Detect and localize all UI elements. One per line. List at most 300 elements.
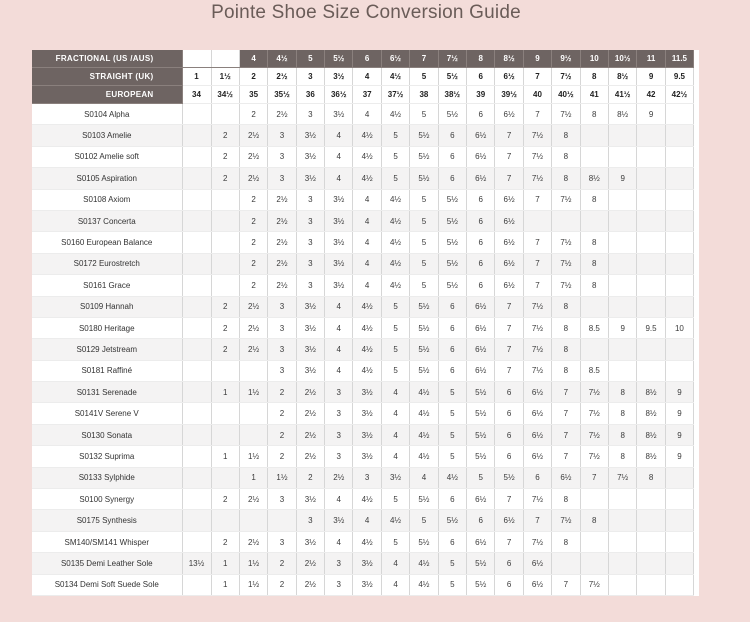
size-cell (637, 232, 665, 253)
size-cell (665, 232, 693, 253)
model-name: S0108 Axiom (32, 189, 182, 210)
size-cell: 6 (467, 253, 495, 274)
size-cell: 3 (296, 510, 324, 531)
size-cell: 8 (552, 146, 580, 167)
table-row (32, 489, 722, 510)
size-cell (637, 553, 665, 574)
header-size-cell: 36 (296, 86, 324, 104)
header-size-cell: 4 (353, 68, 381, 86)
size-cell: 4½ (353, 125, 381, 146)
size-cell: 8½ (637, 424, 665, 445)
size-cell: 7½ (580, 382, 608, 403)
size-cell: 8 (580, 232, 608, 253)
size-cell: 8 (552, 489, 580, 510)
size-cell: 4½ (381, 189, 409, 210)
size-cell (665, 531, 693, 552)
header-size-cell: 2 (239, 68, 267, 86)
size-cell: 6½ (467, 360, 495, 381)
header-size-cell: 37 (353, 86, 381, 104)
size-cell: 2½ (239, 146, 267, 167)
size-cell: 6 (438, 489, 466, 510)
size-cell: 9 (608, 168, 636, 189)
size-cell: 5 (381, 296, 409, 317)
size-cell: 7 (495, 339, 523, 360)
size-cell (637, 296, 665, 317)
size-cell: 6½ (523, 403, 551, 424)
size-cell (211, 360, 239, 381)
size-cell: 1½ (268, 467, 296, 488)
size-cell: 4 (353, 104, 381, 125)
size-cell (637, 510, 665, 531)
size-cell: 3½ (296, 296, 324, 317)
size-cell: 7 (495, 489, 523, 510)
size-cell: 2 (296, 467, 324, 488)
size-cell: 4 (381, 382, 409, 403)
size-cell: 5 (410, 232, 438, 253)
size-cell: 7½ (608, 467, 636, 488)
size-cell: 1 (211, 553, 239, 574)
size-cell: 4½ (353, 339, 381, 360)
size-cell: 9.5 (637, 317, 665, 338)
size-cell: 1 (211, 382, 239, 403)
header-size-cell: 8 (467, 50, 495, 68)
size-cell (239, 510, 267, 531)
size-cell (211, 403, 239, 424)
table-body (32, 50, 722, 595)
size-cell: 13½ (182, 553, 211, 574)
size-cell: 2½ (296, 403, 324, 424)
size-cell: 1 (211, 446, 239, 467)
header-size-cell: 8 (580, 68, 608, 86)
size-cell: 7½ (523, 317, 551, 338)
size-cell (665, 210, 693, 231)
size-cell: 5½ (438, 232, 466, 253)
header-size-cell: 5½ (438, 68, 466, 86)
model-name: S0100 Synergy (32, 489, 182, 510)
size-cell: 5 (410, 104, 438, 125)
size-cell: 2½ (296, 574, 324, 595)
size-cell: 7 (495, 125, 523, 146)
size-cell: 6½ (467, 317, 495, 338)
size-cell: 5 (438, 403, 466, 424)
size-cell: 4 (325, 296, 353, 317)
header-size-cell: 35½ (268, 86, 296, 104)
size-cell (665, 296, 693, 317)
model-name: S0172 Eurostretch (32, 253, 182, 274)
size-cell (608, 210, 636, 231)
size-cell: 5½ (410, 531, 438, 552)
size-cell: 6½ (523, 553, 551, 574)
size-cell: 5½ (495, 467, 523, 488)
size-cell: 5 (381, 317, 409, 338)
size-cell: 7½ (552, 232, 580, 253)
size-cell: 2 (211, 125, 239, 146)
table-row (32, 339, 722, 360)
size-cell: 2½ (239, 489, 267, 510)
size-cell (211, 275, 239, 296)
header-size-cell: 9½ (552, 50, 580, 68)
size-cell: 3 (325, 382, 353, 403)
size-cell: 3½ (296, 339, 324, 360)
size-cell: 7½ (552, 275, 580, 296)
model-name: S0180 Heritage (32, 317, 182, 338)
size-cell (608, 574, 636, 595)
size-cell: 5½ (410, 168, 438, 189)
size-cell: 8 (580, 253, 608, 274)
header-size-cell: 7½ (552, 68, 580, 86)
size-cell: 3 (325, 403, 353, 424)
size-cell: 2½ (268, 210, 296, 231)
header-size-cell: 2½ (268, 68, 296, 86)
size-cell (182, 403, 211, 424)
size-cell (182, 446, 211, 467)
size-cell: 3½ (296, 168, 324, 189)
size-cell: 3½ (325, 104, 353, 125)
size-cell: 8½ (637, 446, 665, 467)
header-row-label: EUROPEAN (32, 86, 182, 104)
header-size-cell: 4½ (268, 50, 296, 68)
model-name: S0160 European Balance (32, 232, 182, 253)
size-cell: 7 (495, 296, 523, 317)
size-cell: 2½ (296, 446, 324, 467)
size-cell: 6 (467, 104, 495, 125)
size-cell: 8 (608, 382, 636, 403)
size-cell: 6½ (495, 275, 523, 296)
size-cell (182, 531, 211, 552)
size-cell: 7½ (580, 424, 608, 445)
size-cell (182, 317, 211, 338)
size-cell: 4½ (353, 531, 381, 552)
size-cell: 4 (325, 146, 353, 167)
size-cell: 3½ (325, 210, 353, 231)
size-cell: 3 (296, 253, 324, 274)
model-name: S0181 Raffiné (32, 360, 182, 381)
table-row (32, 403, 722, 424)
size-cell: 6 (467, 210, 495, 231)
size-cell: 4½ (353, 296, 381, 317)
size-cell (211, 424, 239, 445)
size-cell: 5½ (467, 574, 495, 595)
size-cell: 1½ (239, 446, 267, 467)
size-cell: 3 (325, 553, 353, 574)
size-cell: 6 (495, 553, 523, 574)
model-name: S0137 Concerta (32, 210, 182, 231)
header-size-cell: 9 (523, 50, 551, 68)
size-cell: 4½ (381, 104, 409, 125)
size-cell: 2½ (296, 424, 324, 445)
size-cell: 3 (268, 146, 296, 167)
size-cell: 4½ (381, 253, 409, 274)
size-cell: 8½ (580, 168, 608, 189)
size-cell: 6 (495, 403, 523, 424)
size-cell: 10 (665, 317, 693, 338)
size-cell: 4½ (438, 467, 466, 488)
size-cell: 4 (410, 467, 438, 488)
size-cell: 5 (381, 125, 409, 146)
header-size-cell: 42½ (665, 86, 693, 104)
size-cell: 3½ (325, 189, 353, 210)
size-cell (211, 210, 239, 231)
size-cell (580, 146, 608, 167)
size-cell: 4 (353, 232, 381, 253)
size-cell: 3 (268, 360, 296, 381)
size-cell: 1 (239, 467, 267, 488)
size-cell: 2 (239, 189, 267, 210)
size-cell (637, 275, 665, 296)
size-cell: 6½ (467, 296, 495, 317)
size-cell: 6 (495, 574, 523, 595)
size-cell: 2½ (239, 531, 267, 552)
size-cell (182, 339, 211, 360)
header-size-cell: 10 (580, 50, 608, 68)
size-cell (608, 553, 636, 574)
size-cell: 2½ (296, 382, 324, 403)
size-cell: 2 (268, 424, 296, 445)
size-cell (665, 339, 693, 360)
size-cell: 3½ (296, 531, 324, 552)
model-name: SM140/SM141 Whisper (32, 531, 182, 552)
size-cell: 7 (495, 531, 523, 552)
size-cell: 6 (467, 189, 495, 210)
size-cell: 7½ (552, 510, 580, 531)
size-cell: 2½ (239, 317, 267, 338)
header-size-cell: 41½ (608, 86, 636, 104)
model-name: S0161 Grace (32, 275, 182, 296)
size-cell: 3½ (296, 489, 324, 510)
size-cell: 5 (438, 424, 466, 445)
model-name: S0141V Serene V (32, 403, 182, 424)
size-cell (637, 531, 665, 552)
size-cell: 5½ (438, 104, 466, 125)
table-row (32, 317, 722, 338)
size-cell: 7 (552, 574, 580, 595)
header-size-cell: 11.5 (665, 50, 693, 68)
size-cell (580, 339, 608, 360)
size-cell: 8 (580, 189, 608, 210)
size-cell: 7 (523, 189, 551, 210)
size-cell: 9 (665, 446, 693, 467)
size-cell: 4½ (410, 553, 438, 574)
size-cell: 7½ (523, 146, 551, 167)
size-cell: 5 (410, 210, 438, 231)
size-cell (637, 189, 665, 210)
size-cell (608, 531, 636, 552)
table-row (32, 210, 722, 231)
table-row (32, 275, 722, 296)
size-cell (182, 275, 211, 296)
size-cell (580, 489, 608, 510)
size-cell: 8½ (637, 403, 665, 424)
size-cell: 5 (381, 531, 409, 552)
size-cell (239, 424, 267, 445)
size-cell: 6½ (552, 467, 580, 488)
size-cell: 7½ (552, 189, 580, 210)
size-cell: 8 (552, 339, 580, 360)
header-size-cell: 7 (523, 68, 551, 86)
size-cell: 8 (637, 467, 665, 488)
size-cell: 4½ (381, 510, 409, 531)
size-cell: 7½ (523, 125, 551, 146)
size-cell (239, 403, 267, 424)
size-cell: 6½ (467, 531, 495, 552)
size-cell: 2 (211, 339, 239, 360)
size-cell: 6½ (495, 189, 523, 210)
size-cell: 6 (438, 360, 466, 381)
size-cell: 6 (438, 531, 466, 552)
size-cell: 7 (552, 424, 580, 445)
size-cell: 5½ (410, 489, 438, 510)
size-cell: 5½ (467, 403, 495, 424)
size-conversion-table (32, 50, 722, 596)
size-cell: 8 (552, 317, 580, 338)
size-cell (211, 104, 239, 125)
size-cell: 7 (523, 104, 551, 125)
size-cell: 6½ (495, 210, 523, 231)
model-name: S0102 Amelie soft (32, 146, 182, 167)
size-cell: 2 (211, 296, 239, 317)
size-cell (637, 146, 665, 167)
size-cell: 2 (239, 104, 267, 125)
size-cell: 5½ (438, 253, 466, 274)
size-cell: 2 (239, 232, 267, 253)
size-cell: 2½ (239, 339, 267, 360)
size-cell: 7 (552, 446, 580, 467)
model-name: S0103 Amelie (32, 125, 182, 146)
size-cell (608, 253, 636, 274)
size-cell (182, 232, 211, 253)
size-cell (580, 553, 608, 574)
size-cell: 5 (438, 553, 466, 574)
size-cell: 4 (353, 275, 381, 296)
size-cell: 8½ (608, 104, 636, 125)
size-cell (182, 253, 211, 274)
size-cell: 2 (211, 146, 239, 167)
size-cell: 3½ (296, 125, 324, 146)
size-cell: 4 (325, 360, 353, 381)
table-row (32, 467, 722, 488)
size-cell: 5½ (410, 339, 438, 360)
size-cell (665, 489, 693, 510)
size-cell: 2½ (325, 467, 353, 488)
model-name: S0131 Serenade (32, 382, 182, 403)
size-cell (239, 360, 267, 381)
size-cell: 7 (552, 403, 580, 424)
size-cell: 2½ (268, 104, 296, 125)
size-cell: 7 (495, 146, 523, 167)
size-cell (523, 210, 551, 231)
model-name: S0109 Hannah (32, 296, 182, 317)
size-cell (580, 210, 608, 231)
size-cell (182, 467, 211, 488)
size-cell: 3½ (353, 403, 381, 424)
size-cell (665, 360, 693, 381)
size-cell: 1 (211, 574, 239, 595)
size-cell: 7½ (523, 489, 551, 510)
size-cell: 4½ (410, 574, 438, 595)
size-cell: 5½ (410, 296, 438, 317)
size-cell: 6½ (523, 574, 551, 595)
size-cell: 2 (211, 317, 239, 338)
size-cell (665, 168, 693, 189)
table-row (32, 446, 722, 467)
size-cell: 3 (296, 189, 324, 210)
size-cell (608, 146, 636, 167)
size-cell: 3½ (353, 553, 381, 574)
size-cell: 7 (523, 510, 551, 531)
size-cell: 6½ (495, 232, 523, 253)
header-size-cell: 7 (410, 50, 438, 68)
header-size-cell: 42 (637, 86, 665, 104)
size-cell: 4½ (410, 446, 438, 467)
size-cell: 4 (381, 574, 409, 595)
size-cell: 3½ (296, 360, 324, 381)
size-cell: 3 (325, 446, 353, 467)
size-cell: 2 (268, 553, 296, 574)
header-size-cell: 9 (637, 68, 665, 86)
size-cell: 7 (552, 382, 580, 403)
size-cell: 2 (268, 382, 296, 403)
header-row-label: FRACTIONAL (US /AUS) (32, 50, 182, 68)
size-cell: 8 (552, 296, 580, 317)
size-cell: 2 (268, 403, 296, 424)
size-cell: 7½ (523, 168, 551, 189)
size-cell: 5 (381, 146, 409, 167)
table-row (32, 146, 722, 167)
size-cell: 5½ (410, 317, 438, 338)
header-size-cell: 37½ (381, 86, 409, 104)
size-cell: 8.5 (580, 317, 608, 338)
size-cell: 8 (608, 446, 636, 467)
size-cell (665, 146, 693, 167)
size-cell: 7½ (552, 104, 580, 125)
table-row (32, 553, 722, 574)
size-cell: 5½ (467, 382, 495, 403)
size-cell (182, 574, 211, 595)
size-cell (665, 574, 693, 595)
header-size-cell: 34½ (211, 86, 239, 104)
size-cell: 9 (665, 382, 693, 403)
header-size-cell: 8½ (495, 50, 523, 68)
size-cell (182, 382, 211, 403)
size-cell: 3 (296, 104, 324, 125)
size-cell: 6 (438, 146, 466, 167)
size-cell: 4½ (353, 489, 381, 510)
header-size-cell: 36½ (325, 86, 353, 104)
size-cell (608, 296, 636, 317)
size-cell (580, 531, 608, 552)
header-size-cell: 6 (353, 50, 381, 68)
size-cell: 4 (353, 210, 381, 231)
size-cell: 8 (580, 510, 608, 531)
table-row (32, 510, 722, 531)
size-cell: 4½ (381, 210, 409, 231)
size-cell: 3 (325, 424, 353, 445)
size-cell (637, 125, 665, 146)
header-size-cell: 40½ (552, 86, 580, 104)
size-cell: 3½ (296, 146, 324, 167)
header-size-cell: 8½ (608, 68, 636, 86)
model-name: S0135 Demi Leather Sole (32, 553, 182, 574)
size-cell: 3 (296, 275, 324, 296)
size-cell: 3½ (353, 446, 381, 467)
size-cell (665, 510, 693, 531)
table-row (32, 189, 722, 210)
size-cell: 3 (296, 232, 324, 253)
header-size-cell: 5 (296, 50, 324, 68)
size-cell: 4 (325, 168, 353, 189)
size-cell: 5 (381, 168, 409, 189)
model-name: S0130 Sonata (32, 424, 182, 445)
